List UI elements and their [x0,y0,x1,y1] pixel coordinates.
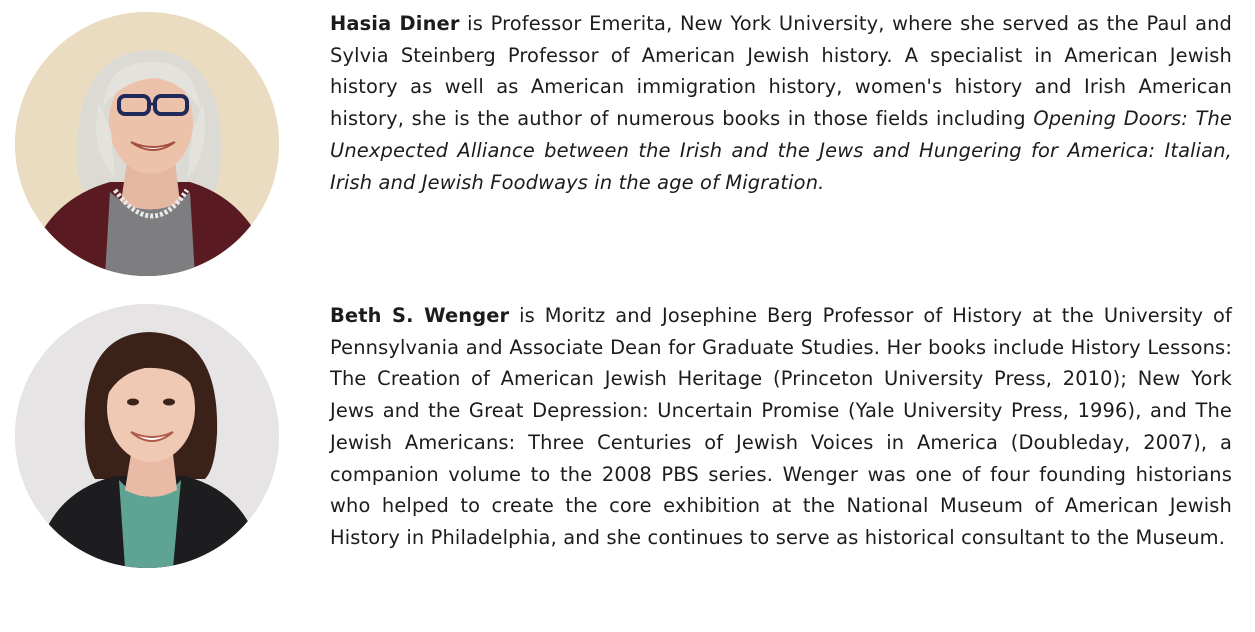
bio-beth-wenger [0,290,1255,632]
portrait-photo-icon [15,12,279,276]
bio-text-connector: and [863,138,920,162]
bio-text-body: is Moritz and Josephine Berg Professor of History at the University of Pennsylvania and Associate Dean for Graduate Studies. Her books include History Lessons: The Creation of American Jewish Heritage (Princeton University Press, 2010); New York Jews and the Great Depression: Uncertain Promise (Yale University Press, 1996), and The Jewish Americans: Three Centuries of Jewish Voices in America (Doubleday, 2007), a companion volume to the 2008 PBS series. Wenger was one of four founding historians who helped to create the core exhibition at the National Museum of American Jewish History in Philadelphia, and she continues to serve as historical consultant to the Museum. [330,304,1232,549]
book-title: Hungering for America: Italian, Irish and Jewish Foodways in the age of Migration [330,138,1232,194]
bio-name: Beth S. Wenger [330,304,510,327]
bio-paragraph [330,300,1232,554]
bio-text-end: . [818,170,825,194]
portrait-beth-wenger [15,304,279,568]
bio-hasia-diner [0,0,1255,290]
portrait-hasia-diner [15,12,279,276]
bio-paragraph [330,8,1232,198]
book-title: Opening Doors: The Unexpected Alliance between the Irish and the Jews [330,107,1232,162]
bio-text-intro: is Professor Emerita, New York University, where she served as the Paul and Sylvia Steinberg Professor of American Jewish history. A specialist in American Jewish history as well as American immigration history, women's history and Irish American history, she is the author of numerous books in those fields including [330,12,1233,131]
bio-name: Hasia Diner [330,12,460,35]
portrait-photo-icon [15,304,279,568]
